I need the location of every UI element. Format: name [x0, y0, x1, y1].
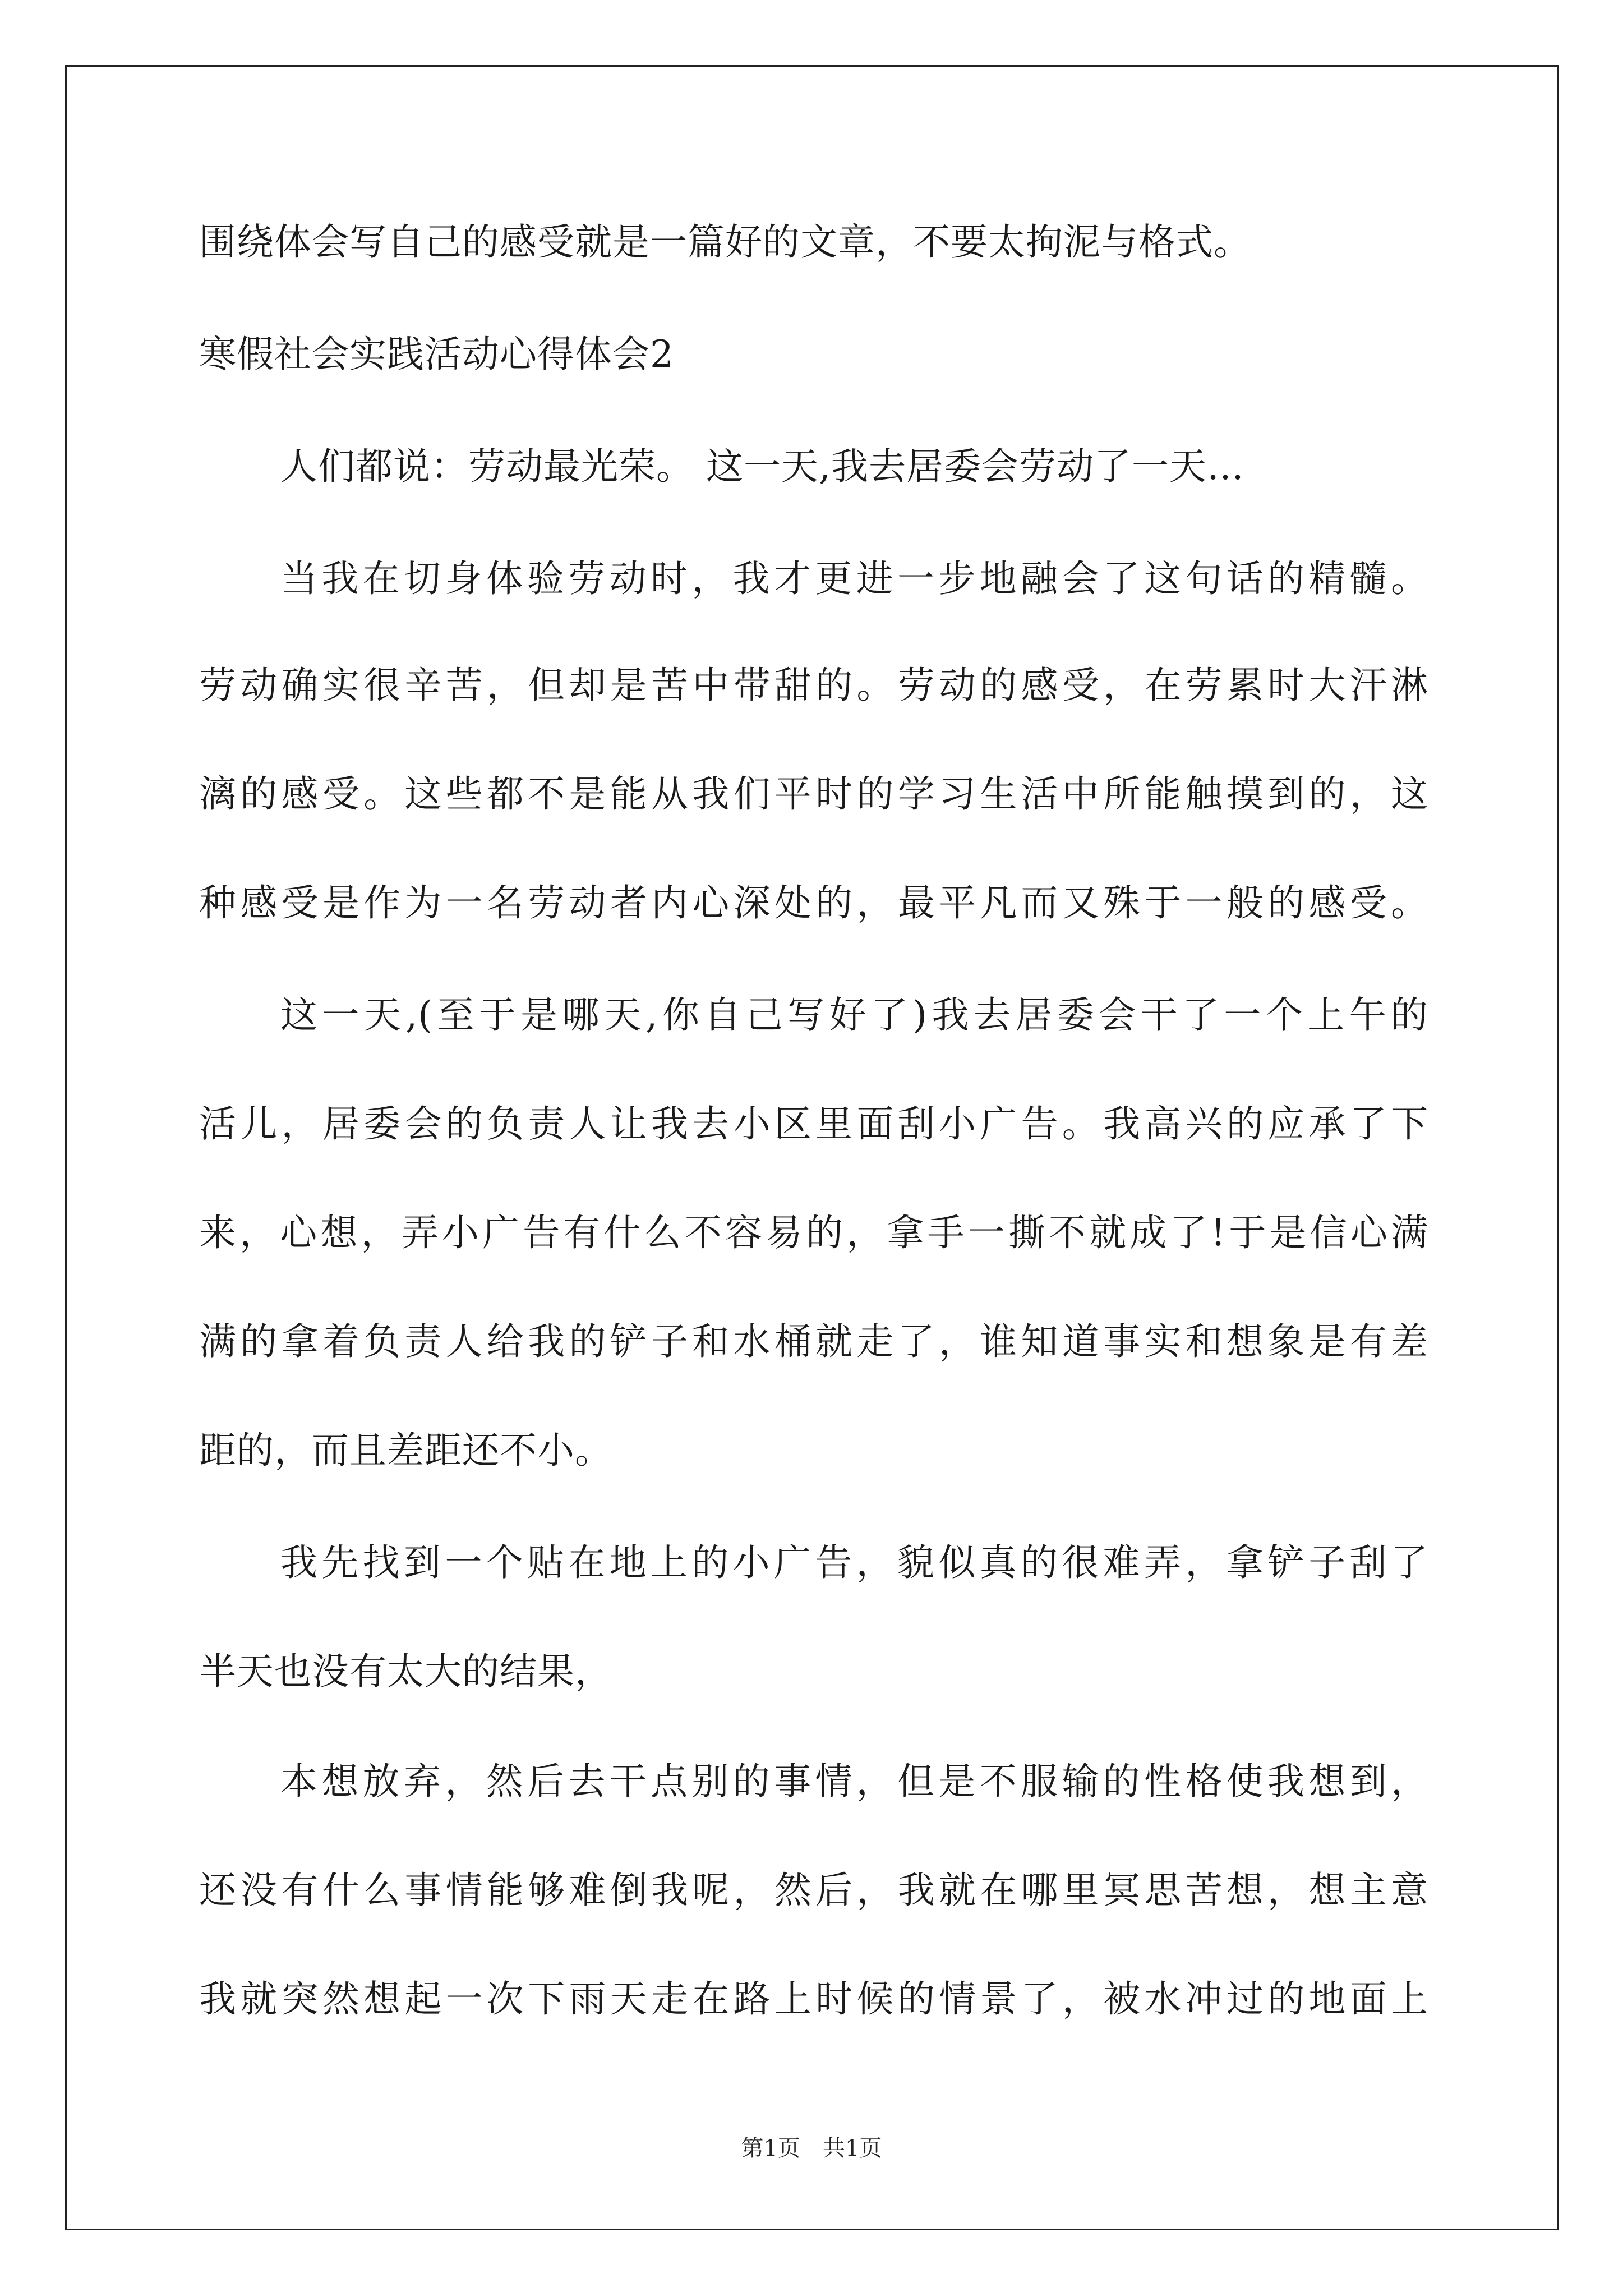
text-line: 我就突然想起一次下雨天走在路上时候的情景了，被水冲过的地面上 [199, 1977, 1428, 2021]
page-number: 第1页 [741, 2136, 800, 2161]
text-line: 半天也没有太大的结果， [199, 1650, 612, 1693]
text-line: 围绕体会写自己的感受就是一篇好的文章，不要太拘泥与格式。 [199, 220, 1251, 264]
text-line: 活儿，居委会的负责人让我去小区里面刮小广告。我高兴的应承了下 [199, 1102, 1428, 1145]
text-line: 我先找到一个贴在地上的小广告，貌似真的很难弄，拿铲子刮了 [280, 1541, 1428, 1584]
text-line: 漓的感受。这些都不是能从我们平时的学习生活中所能触摸到的，这 [199, 772, 1428, 816]
text-line: 人们都说：劳动最光荣。 这一天,我去居委会劳动了一天… [280, 445, 1244, 488]
text-line: 本想放弃，然后去干点别的事情，但是不服输的性格使我想到， [280, 1760, 1428, 1803]
text-line: 这一天,(至于是哪天,你自己写好了)我去居委会干了一个上午的 [280, 993, 1428, 1037]
text-line: 当我在切身体验劳动时，我才更进一步地融会了这句话的精髓。 [280, 557, 1428, 600]
text-line: 还没有什么事情能够难倒我呢，然后，我就在哪里冥思苦想，想主意 [199, 1869, 1428, 1912]
text-line: 来，心想，弄小广告有什么不容易的，拿手一撕不就成了!于是信心满 [199, 1211, 1428, 1254]
text-line: 种感受是作为一名劳动者内心深处的，最平凡而又殊于一般的感受。 [199, 881, 1428, 924]
section-heading: 寒假社会实践活动心得体会2 [199, 333, 674, 376]
text-line: 劳动确实很辛苦，但却是苦中带甜的。劳动的感受，在劳累时大汗淋 [199, 664, 1428, 707]
text-line: 距的，而且差距还不小。 [199, 1429, 612, 1472]
text-line: 满的拿着负责人给我的铲子和水桶就走了，谁知道事实和想象是有差 [199, 1320, 1428, 1363]
page-footer [0, 2133, 1623, 2164]
page-total: 共1页 [823, 2136, 882, 2161]
